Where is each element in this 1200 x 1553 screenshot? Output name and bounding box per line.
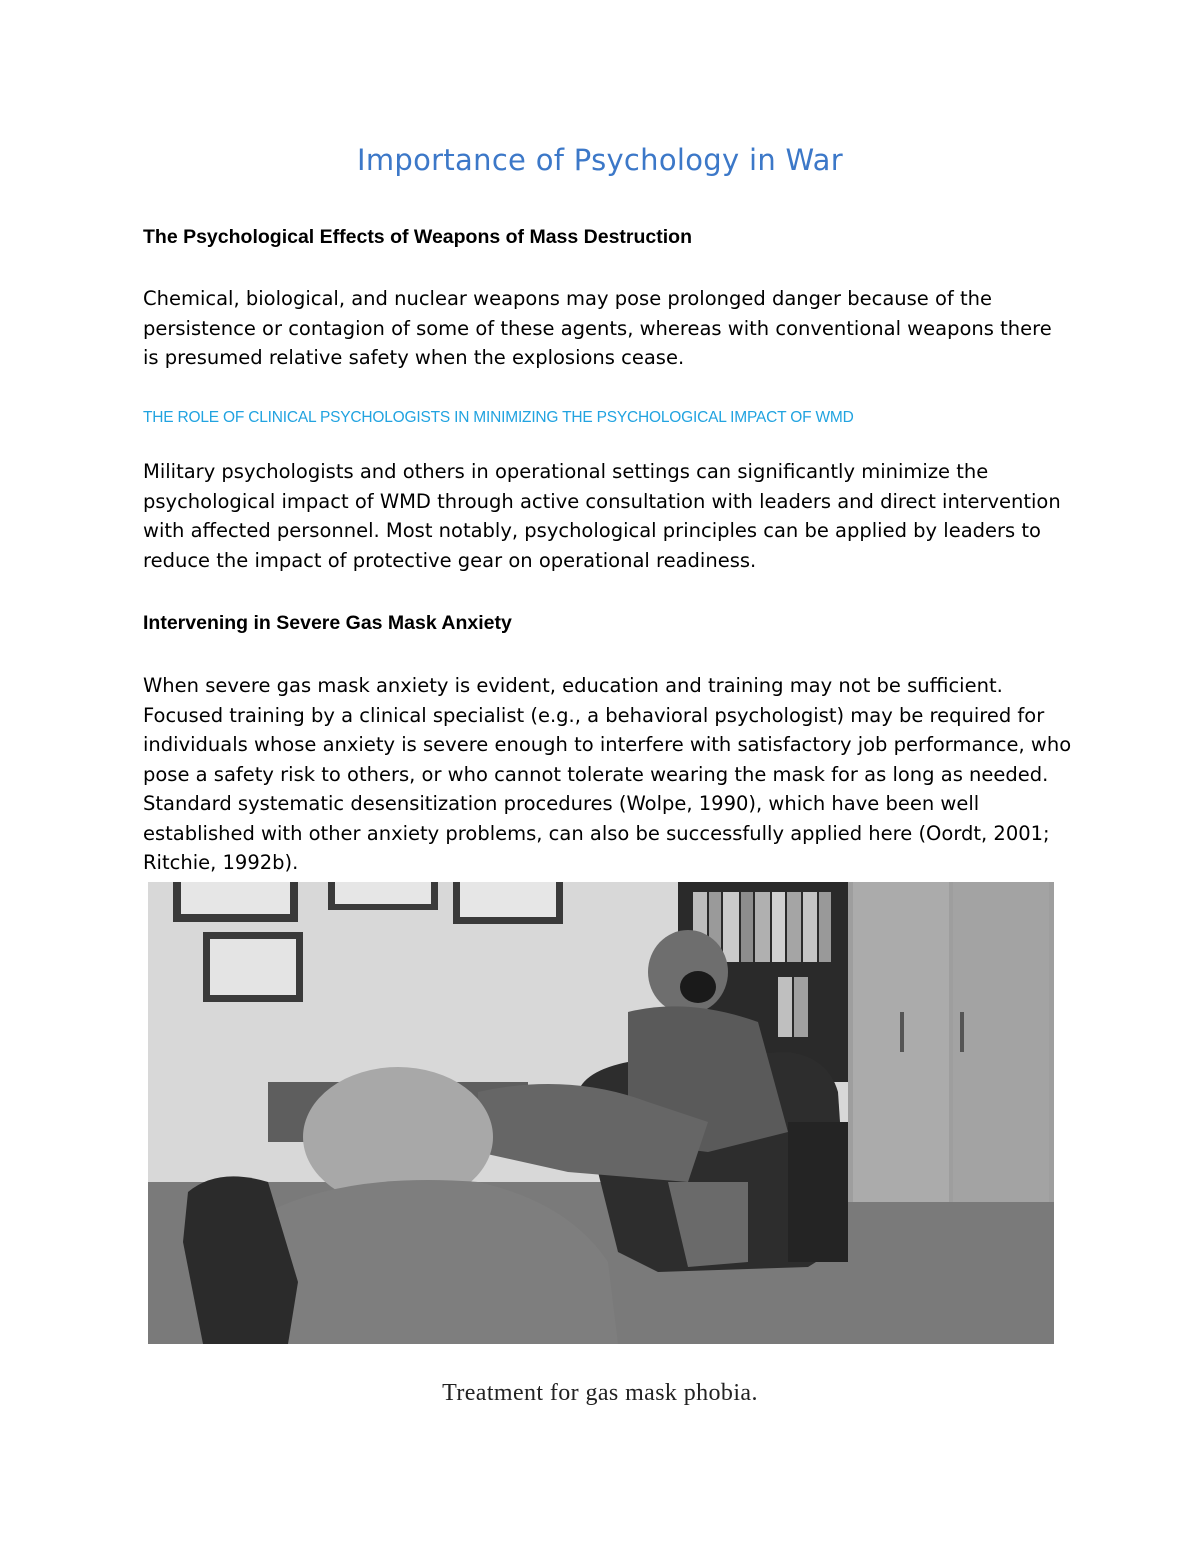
paragraph-gas-mask-anxiety: When severe gas mask anxiety is evident, education and training may not be sufficient. Focused training by a clinical specialist (e.g., a behavioral psychologist) may be required for individuals whose anxiety is severe enough to interfere with satisfactory job performance, who pose a safety risk to others, or who cannot tolerate wearing the mask for as long as needed. Standard systematic desensitization procedures (Wolpe, 1990), which have been well established with other anxiety problems, can also be successfully applied here (Oordt, 2001; Ritchie, 1992b). [143, 674, 1072, 874]
paragraph-clinical-role: Military psychologists and others in operational settings can significantly minimize the psychological impact of WMD through active consultation with leaders and direct intervention with affected personnel. Most notably, psychological principles can be applied by leaders to reduce the impact of protective gear on operational readiness. [143, 460, 1061, 572]
section-heading-wmd-effects: The Psychological Effects of Weapons of Mass Destruction [143, 226, 692, 248]
document-title: Importance of Psychology in War [357, 143, 843, 177]
section-heading-clinical-role: THE ROLE OF CLINICAL PSYCHOLOGISTS IN MINIMIZING THE PSYCHOLOGICAL IMPACT OF WMD [143, 409, 854, 426]
paragraph-wmd-effects: Chemical, biological, and nuclear weapons may pose prolonged danger because of the persistence or contagion of some of these agents, whereas with conventional weapons there is presumed relative safety when the explosions cease. [143, 287, 1052, 369]
figure-caption: Treatment for gas mask phobia. [442, 1380, 758, 1406]
section-heading-gas-mask-anxiety: Intervening in Severe Gas Mask Anxiety [143, 612, 512, 634]
figure-photo [148, 882, 1054, 1344]
